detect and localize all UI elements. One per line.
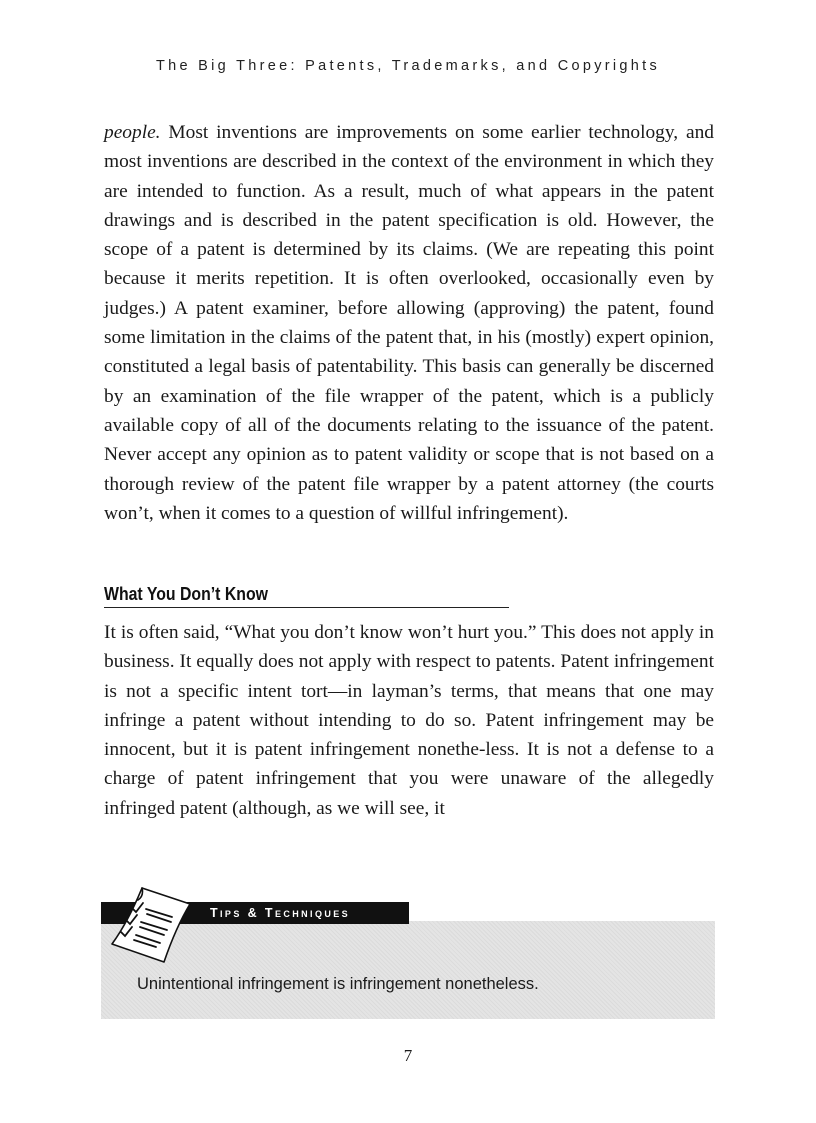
italic-lead-word: people. <box>104 122 161 143</box>
section-heading <box>104 584 509 608</box>
paragraph-text: Most inventions are improvements on some earlier technology, and most inventions are described in the context of the environment in which they are intended to function. As a result, much of what appears in the patent drawings and is described in the patent specification is old. However, the scope of a patent is determined by its claims. (We are repeating this point because it merits repetition. It is often overlooked, occasionally even by judges.) A patent examiner, before allowing (approving) the patent, found some limitation in the claims of the patent that, in his (mostly) expert opinion, constituted a legal basis of patentability. This basis can generally be discerned by an examination of the file wrapper of the patent, which is a publicly available copy of all of the documents relating to the issuance of the patent. Never accept any opinion as to patent validity or scope that is not based on a thorough review of the patent file wrapper by a patent attorney (the courts won’t, when it comes to a question of willful infringement). <box>104 122 714 524</box>
page-number: 7 <box>403 1046 413 1065</box>
tips-text: Unintentional infringement is infringement nonetheless. <box>137 975 539 993</box>
running-head: The Big Three: Patents, Trademarks, and Copyrights <box>155 58 661 74</box>
checklist-icon <box>104 882 204 964</box>
section-heading-text: What You Don’t Know <box>104 584 268 604</box>
body-paragraph <box>104 118 714 528</box>
body-paragraph: It is often said, “What you don’t know won’t hurt you.” This does not apply in business. It equally does not apply with respect to patents. Patent infringement is not a specific intent tort—in layman’s terms, that means that one may infringe a patent without intending to do so. Patent infringement may be innocent, but it is patent infringement nonethe-less. It is not a defense to a charge of patent infringement that you were unaware of the allegedly infringed patent (although, as we will see, it <box>104 622 714 819</box>
tips-label: Tips & Techniques <box>210 906 351 920</box>
